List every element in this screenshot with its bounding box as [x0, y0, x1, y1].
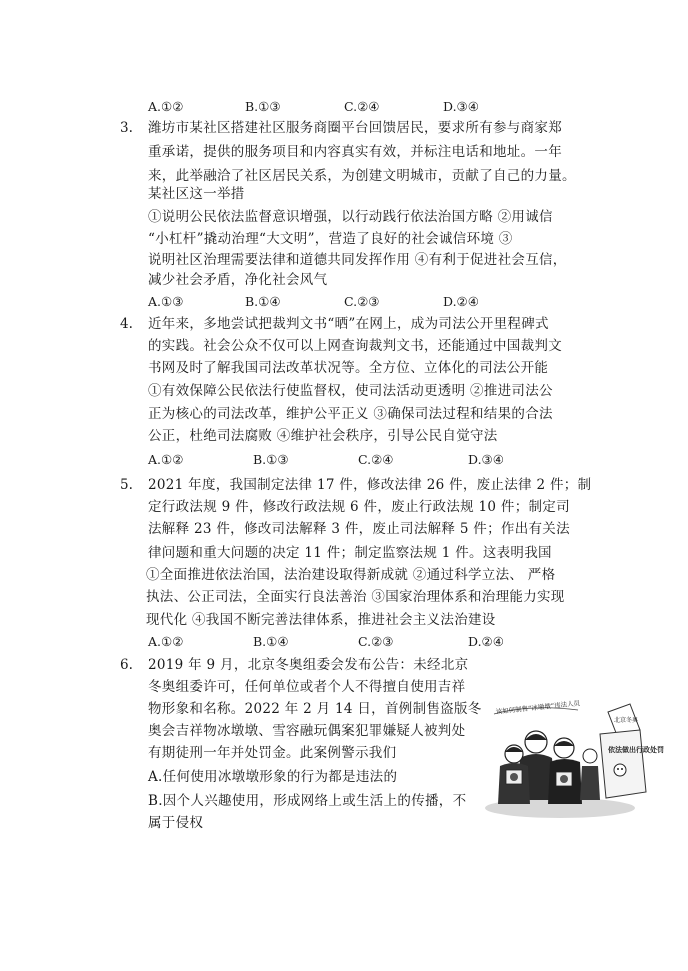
question-text: 法解释 23 件，修改司法解释 3 件，废止司法解释 5 件；作出有关法: [148, 521, 570, 537]
option-c[interactable]: C.②③: [344, 294, 380, 309]
cartoon-svg: [490, 699, 664, 820]
option-a[interactable]: A.①②: [148, 99, 184, 114]
option-b[interactable]: B.①③: [245, 99, 281, 114]
question-text: 律问题和重大问题的决定 11 件；制定监察法规 1 件。这表明我国: [148, 545, 552, 561]
option-a[interactable]: A.任何使用冰墩墩形象的行为都是违法的: [148, 769, 398, 785]
option-b[interactable]: 属于侵权: [148, 815, 204, 831]
option-d[interactable]: D.②④: [468, 634, 504, 649]
question-number: 3.: [120, 120, 133, 136]
question-text: 定行政法规 9 件，修改行政法规 6 件，废止行政法规 10 件；制定司: [148, 499, 570, 515]
question-text: 2019 年 9 月，北京冬奥组委会发布公告：未经北京: [148, 657, 469, 673]
question-text: 潍坊市某社区搭建社区服务商圈平台回馈居民，要求所有参与商家郑: [148, 120, 562, 136]
statement-text: 公正，杜绝司法腐败 ④维护社会秩序，引导公民自觉守法: [148, 428, 498, 444]
question-number: 4.: [120, 316, 133, 332]
statement-text: 现代化 ④我国不断完善法律体系，推进社会主义法治建设: [146, 612, 496, 628]
option-c[interactable]: C.②④: [358, 452, 394, 467]
statement-text: “小杠杆”撬动治理“大文明”，营造了良好的社会诚信环境 ③: [148, 231, 513, 247]
q3-options: [148, 292, 568, 312]
notice-text: 依法做出行政处罚: [608, 746, 664, 754]
question-text: 书网及时了解我国司法改革状况等。全方位、立体化的司法公开能: [148, 360, 549, 376]
statement-text: ①全面推进依法治国，法治建设取得新成就 ②通过科学立法、 严格: [146, 567, 556, 583]
q5-options: [148, 632, 568, 652]
question-text: 物形象和名称。2022 年 2 月 14 日，首例制售盗版冬: [148, 701, 482, 717]
statement-text: 说明社区治理需要法律和道德共同发挥作用 ④有利于促进社会互信，: [148, 252, 567, 268]
question-text: 有期徒刑一年并处罚金。此案例警示我们: [148, 745, 397, 761]
question-text: 的实践。社会公众不仅可以上网查询裁判文书，还能通过中国裁判文: [148, 338, 562, 354]
option-b[interactable]: B.①④: [245, 294, 281, 309]
statement-text: 减少社会矛盾，净化社会风气: [148, 272, 328, 288]
question-text: 重承诺，提供的服务项目和内容真实有效，并标注电话和地址。一年: [148, 144, 562, 160]
option-a[interactable]: A.①②: [148, 452, 184, 467]
question-text: 近年来，多地尝试把裁判文书“晒”在网上，成为司法公开里程碑式: [148, 316, 549, 332]
option-c[interactable]: C.②④: [344, 99, 380, 114]
statement-text: 执法、公正司法，全面实行良法善治 ③国家治理体系和治理能力实现: [146, 589, 565, 605]
question-text: 来，此举融洽了社区居民关系，为创建文明城市，贡献了自己的力量。: [148, 168, 576, 184]
option-b[interactable]: B.因个人兴趣使用，形成网络上或生活上的传播，不: [148, 793, 467, 809]
question-text: 某社区这一举措: [148, 186, 245, 202]
option-b[interactable]: B.①④: [253, 634, 289, 649]
cartoon-illustration: [490, 699, 664, 820]
q2-options: [148, 97, 568, 117]
option-d[interactable]: D.③④: [468, 452, 504, 467]
option-d[interactable]: D.③④: [443, 99, 479, 114]
option-a[interactable]: A.①③: [148, 294, 184, 309]
option-a[interactable]: A.①②: [148, 634, 184, 649]
statement-text: ①说明公民依法监督意识增强，以行动践行依法治国方略 ②用诚信: [148, 209, 553, 225]
statement-text: 正为核心的司法改革，维护公平正义 ③确保司法过程和结果的合法: [148, 406, 553, 422]
question-text: 2021 年度，我国制定法律 17 件，修改法律 26 件，废止法律 2 件；制: [148, 477, 592, 493]
question-text: 奥会吉祥物冰墩墩、雪容融玩偶案犯罪嫌疑人被判处: [148, 723, 466, 739]
cartoon-caption: 该如何制售“冰墩墩”违法人员: [495, 699, 581, 716]
q4-options: [148, 450, 568, 470]
question-number: 6.: [120, 657, 133, 673]
question-number: 5.: [120, 477, 133, 493]
option-b[interactable]: B.①③: [253, 452, 289, 467]
option-c[interactable]: C.②③: [358, 634, 394, 649]
sign-top-text: 北京冬奥: [614, 717, 639, 724]
option-d[interactable]: D.②④: [443, 294, 479, 309]
question-text: 冬奥组委许可，任何单位或者个人不得擅自使用吉祥: [148, 679, 466, 695]
statement-text: ①有效保障公民依法行使监督权，使司法活动更透明 ②推进司法公: [148, 383, 553, 399]
